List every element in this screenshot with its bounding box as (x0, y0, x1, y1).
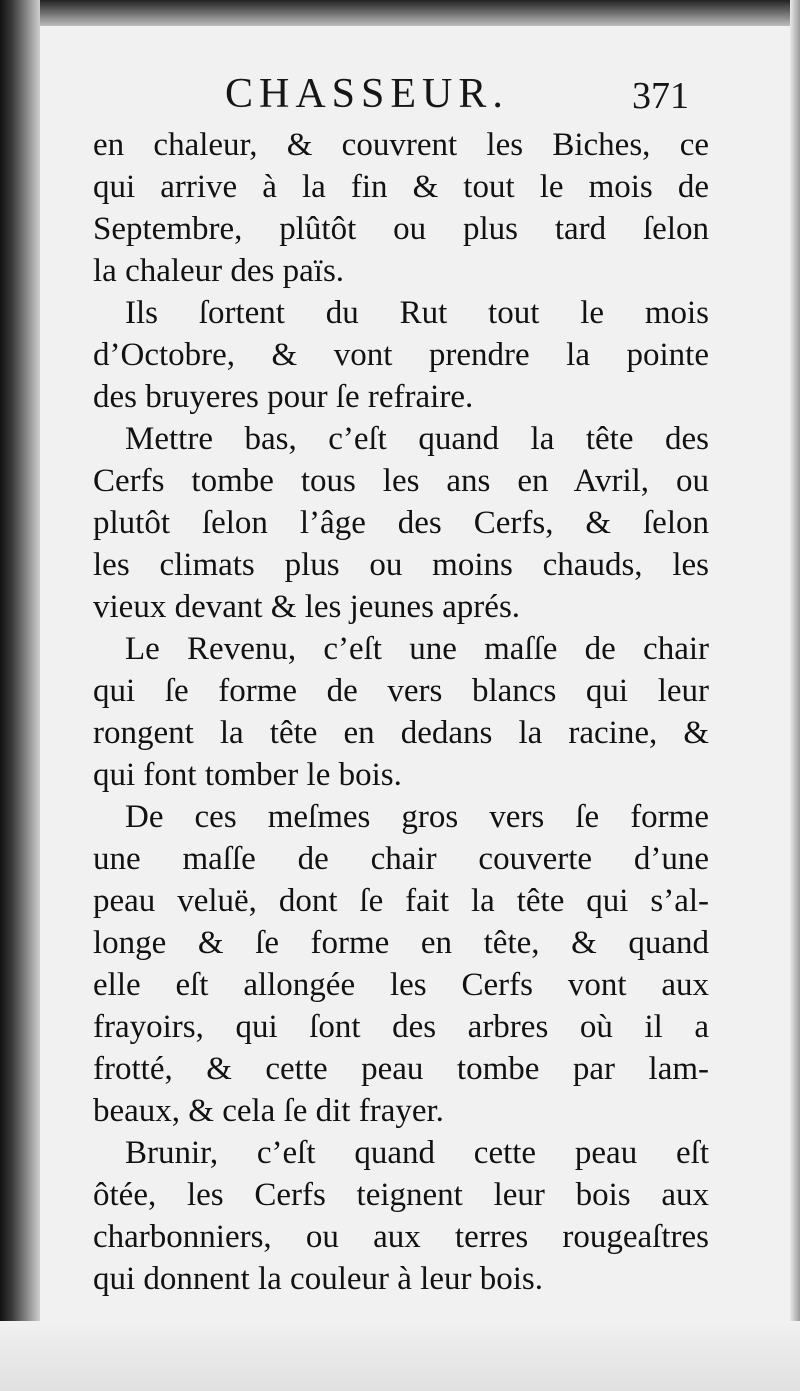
text-line: plutôt ſelon l’âge des Cerfs, & ſelon (93, 505, 709, 541)
text-line: Brunir, c’eſt quand cette peau eſt (125, 1135, 709, 1171)
text-line: des bruyeres pour ſe refraire. (93, 379, 474, 415)
text-line: qui donnent la couleur à leur bois. (93, 1261, 543, 1297)
running-head: CHASSEUR. (225, 71, 509, 117)
text-line: les climats plus ou moins chauds, les (93, 547, 709, 583)
page-header (0, 70, 800, 120)
text-line: Le Revenu, c’eſt une maſſe de chair (125, 631, 709, 667)
text-line: longe & ſe forme en tête, & quand (93, 925, 709, 961)
text-line: Ils ſortent du Rut tout le mois (125, 295, 709, 331)
text-line: Mettre bas, c’eſt quand la tête des (125, 421, 709, 457)
text-line: qui font tomber le bois. (93, 757, 402, 793)
text-line: De ces meſmes gros vers ſe forme (125, 799, 709, 835)
text-line: peau veluë, dont ſe fait la tête qui s’al- (93, 883, 709, 919)
text-line: Cerfs tombe tous les ans en Avril, ou (93, 463, 709, 499)
text-line: qui arrive à la fin & tout le mois de (93, 169, 709, 205)
text-line: charbonniers, ou aux terres rougeaſtres (93, 1219, 709, 1255)
text-line: ôtée, les Cerfs teignent leur bois aux (93, 1177, 709, 1213)
text-line: rongent la tête en dedans la racine, & (93, 715, 709, 751)
text-line: frayoirs, qui ſont des arbres où il a (93, 1009, 709, 1045)
text-line: d’Octobre, & vont prendre la pointe (93, 337, 709, 373)
paragraph-3 (93, 418, 709, 628)
page-number: 371 (632, 75, 689, 117)
text-line: frotté, & cette peau tombe par lam- (93, 1051, 709, 1087)
page-gutter-shadow (0, 0, 40, 1391)
paragraph-4 (93, 628, 709, 796)
paragraph-1 (93, 124, 709, 292)
text-line: beaux, & cela ſe dit frayer. (93, 1093, 444, 1129)
paragraph-5 (93, 796, 709, 1132)
paragraph-2 (93, 292, 709, 418)
text-line: vieux devant & les jeunes aprés. (93, 589, 521, 625)
text-line: une maſſe de chair couverte d’une (93, 841, 709, 877)
text-line: qui ſe forme de vers blancs qui leur (93, 673, 709, 709)
page-right-edge (790, 0, 800, 1391)
paragraph-6 (93, 1132, 709, 1300)
text-line: en chaleur, & couvrent les Biches, ce (93, 127, 709, 163)
text-line: Septembre, plûtôt ou plus tard ſelon (93, 211, 709, 247)
page-bottom-margin (0, 1321, 800, 1391)
body-text (93, 124, 709, 1300)
page-top-edge (0, 0, 800, 26)
text-line: la chaleur des païs. (93, 253, 345, 289)
text-line: elle eſt allongée les Cerfs vont aux (93, 967, 709, 1003)
